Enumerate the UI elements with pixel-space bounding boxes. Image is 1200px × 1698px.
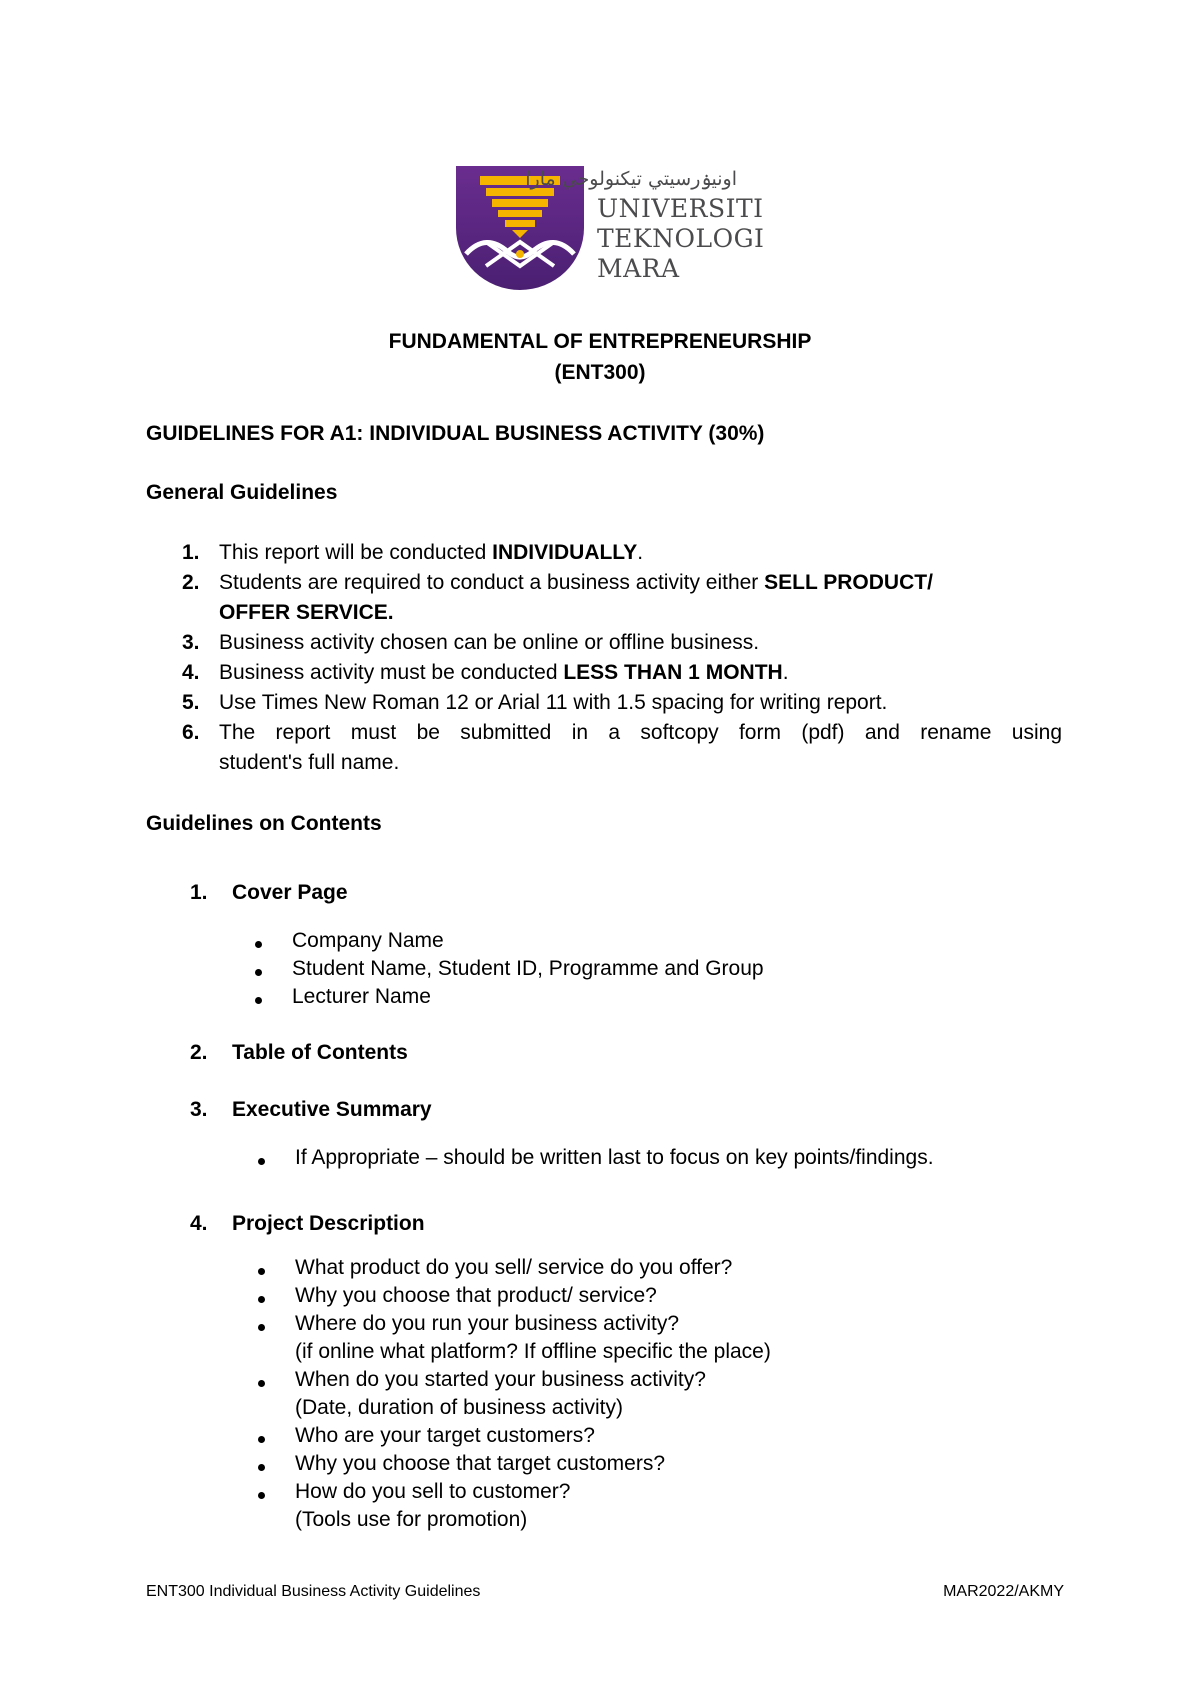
bullet-icon xyxy=(255,997,262,1004)
bullet-icon xyxy=(258,1492,265,1499)
item-bold-text: SELL PRODUCT/ xyxy=(764,571,933,594)
bullet-item: Who are your target customers? xyxy=(295,1424,595,1447)
list-item: The report must be submitted in a softcopy form (pdf) and rename using xyxy=(219,721,1062,744)
bullet-item: Company Name xyxy=(292,929,444,952)
general-guidelines-heading: General Guidelines xyxy=(146,481,338,504)
list-number: 2. xyxy=(182,571,200,594)
bullet-item-continuation: (Tools use for promotion) xyxy=(295,1508,528,1531)
bullet-icon xyxy=(258,1158,265,1165)
list-number: 5. xyxy=(182,691,200,714)
list-item xyxy=(219,661,789,685)
item-text: . xyxy=(782,661,789,684)
contents-guidelines-heading: Guidelines on Contents xyxy=(146,812,382,835)
bullet-icon xyxy=(255,969,262,976)
list-item xyxy=(219,571,933,595)
item-bold-text: LESS THAN 1 MONTH xyxy=(563,661,783,684)
bullet-item: Student Name, Student ID, Programme and Group xyxy=(292,957,764,980)
bullet-item: What product do you sell/ service do you offer? xyxy=(295,1256,733,1279)
section-number: 2. xyxy=(190,1041,208,1064)
list-item: Use Times New Roman 12 or Arial 11 with 1.5 spacing for writing report. xyxy=(219,691,888,714)
footer-left: ENT300 Individual Business Activity Guidelines xyxy=(146,1583,481,1600)
bullet-icon xyxy=(258,1324,265,1331)
bullet-icon xyxy=(258,1380,265,1387)
list-item-continuation: student's full name. xyxy=(219,751,400,774)
bullet-icon xyxy=(258,1436,265,1443)
jawi-script-name: اونيۏرسيتي تيكنولوجي مارا xyxy=(525,168,737,190)
list-item: Business activity chosen can be online or offline business. xyxy=(219,631,760,654)
bullet-item-continuation: (Date, duration of business activity) xyxy=(295,1396,623,1419)
list-number: 6. xyxy=(182,721,200,744)
section-title: Project Description xyxy=(232,1212,425,1235)
bullet-icon xyxy=(258,1464,265,1471)
assignment-heading: GUIDELINES FOR A1: INDIVIDUAL BUSINESS ACTIVITY (30%) xyxy=(146,422,765,445)
course-code: (ENT300) xyxy=(554,361,646,384)
list-number: 3. xyxy=(182,631,200,654)
item-bold-text: INDIVIDUALLY xyxy=(492,541,638,564)
bullet-icon xyxy=(255,941,262,948)
university-name-line: TEKNOLOGI xyxy=(597,224,765,253)
item-text: Students are required to conduct a business activity either xyxy=(219,571,765,594)
uitm-logo xyxy=(456,166,765,290)
university-name xyxy=(597,194,764,284)
list-number: 4. xyxy=(182,661,200,684)
bullet-icon xyxy=(258,1296,265,1303)
section-number: 4. xyxy=(190,1212,208,1235)
bullet-item: Why you choose that target customers? xyxy=(295,1452,666,1475)
bullet-item: Where do you run your business activity? xyxy=(295,1312,680,1335)
list-item-continuation: OFFER SERVICE. xyxy=(219,601,394,624)
section-title: Table of Contents xyxy=(232,1041,408,1064)
section-number: 3. xyxy=(190,1098,208,1121)
bullet-item-continuation: (if online what platform? If offline specific the place) xyxy=(295,1340,771,1363)
item-text: This report will be conducted xyxy=(219,541,493,564)
bullet-item: Why you choose that product/ service? xyxy=(295,1284,657,1307)
university-name-line: MARA xyxy=(597,254,680,283)
section-number: 1. xyxy=(190,881,208,904)
section-title: Executive Summary xyxy=(232,1098,432,1121)
bullet-item: When do you started your business activity? xyxy=(295,1368,706,1391)
item-text: Business activity must be conducted xyxy=(219,661,564,684)
list-number: 1. xyxy=(182,541,200,564)
list-item xyxy=(219,541,643,565)
bullet-item: How do you sell to customer? xyxy=(295,1480,571,1503)
university-name-line: UNIVERSITI xyxy=(597,194,764,223)
bullet-icon xyxy=(258,1268,265,1275)
section-title: Cover Page xyxy=(232,881,348,904)
bullet-item: Lecturer Name xyxy=(292,985,431,1008)
course-title: FUNDAMENTAL OF ENTREPRENEURSHIP xyxy=(388,330,812,353)
bullet-item: If Appropriate – should be written last to focus on key points/findings. xyxy=(295,1146,934,1169)
item-text: . xyxy=(637,541,644,564)
footer-right: MAR2022/AKMY xyxy=(943,1583,1064,1600)
